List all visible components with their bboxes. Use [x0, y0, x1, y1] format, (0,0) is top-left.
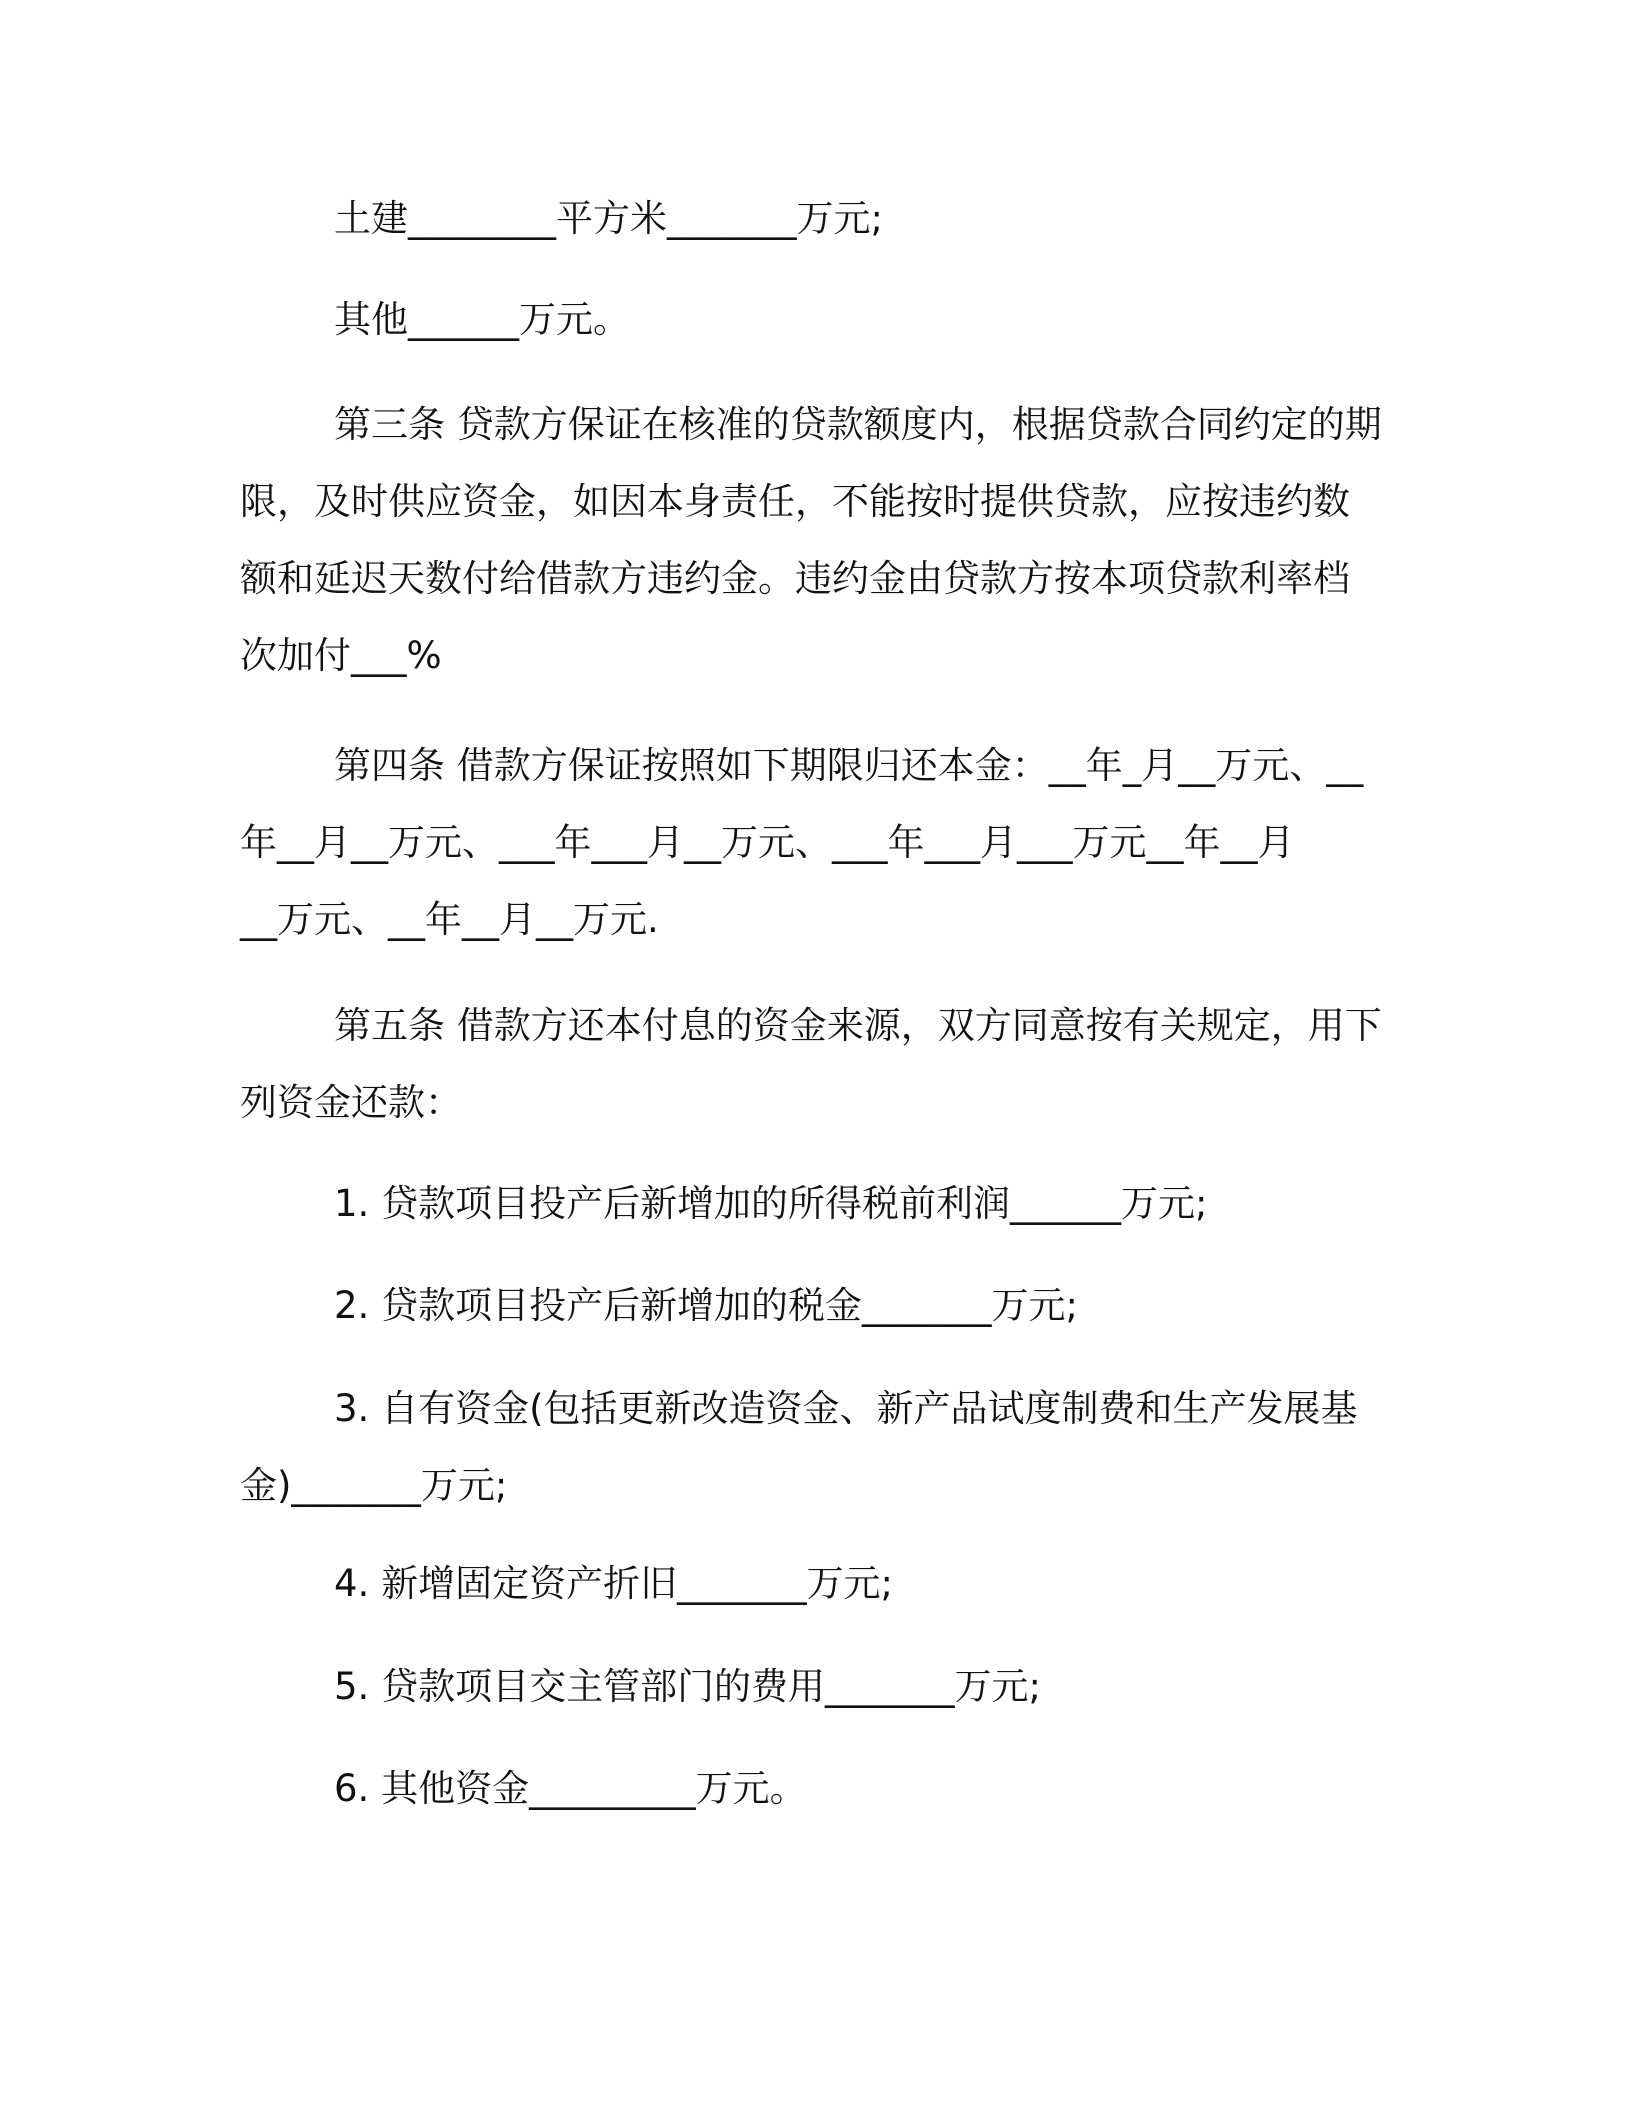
funding-item-6 [240, 1750, 1390, 1827]
text-line: 金)_______万元; [240, 1464, 508, 1507]
text-line: 1. 贷款项目投产后新增加的所得税前利润______万元; [334, 1182, 1208, 1225]
text-line: 第三条 贷款方保证在核准的贷款额度内，根据贷款合同约定的期 [334, 403, 1382, 446]
text-line: 年__月__万元、___年___月__万元、___年___月___万元__年__月 [240, 821, 1295, 864]
text-line: 第四条 借款方保证按照如下期限归还本金：__年_月__万元、__ [334, 744, 1364, 787]
clause-other [240, 281, 1390, 358]
funding-item-3 [240, 1370, 1390, 1524]
text-line: 额和延迟天数付给借款方违约金。违约金由贷款方按本项贷款利率档 [240, 557, 1350, 600]
article-four [240, 727, 1390, 958]
funding-item-2 [240, 1267, 1390, 1344]
text-line: 其他______万元。 [334, 298, 630, 341]
text-line: 4. 新增固定资产折旧_______万元; [334, 1562, 894, 1605]
text-line: 2. 贷款项目投产后新增加的税金_______万元; [334, 1284, 1079, 1327]
article-five [240, 987, 1390, 1141]
clause-civil-works [240, 180, 1390, 257]
text-line: 3. 自有资金(包括更新改造资金、新产品试度制费和生产发展基 [334, 1387, 1358, 1430]
text-line: 第五条 借款方还本付息的资金来源，双方同意按有关规定，用下 [334, 1004, 1382, 1047]
text-line: __万元、__年__月__万元. [240, 898, 659, 941]
text-line: 列资金还款： [240, 1081, 462, 1124]
funding-item-5 [240, 1648, 1390, 1725]
text-line: 土建________平方米_______万元; [334, 197, 883, 240]
article-three [240, 386, 1390, 694]
text-line: 6. 其他资金_________万元。 [334, 1767, 807, 1810]
text-line: 次加付___% [240, 634, 442, 677]
text-line: 5. 贷款项目交主管部门的费用_______万元; [334, 1665, 1042, 1708]
text-line: 限，及时供应资金，如因本身责任，不能按时提供贷款，应按违约数 [240, 480, 1350, 523]
funding-item-1 [240, 1165, 1390, 1242]
funding-item-4 [240, 1545, 1390, 1622]
